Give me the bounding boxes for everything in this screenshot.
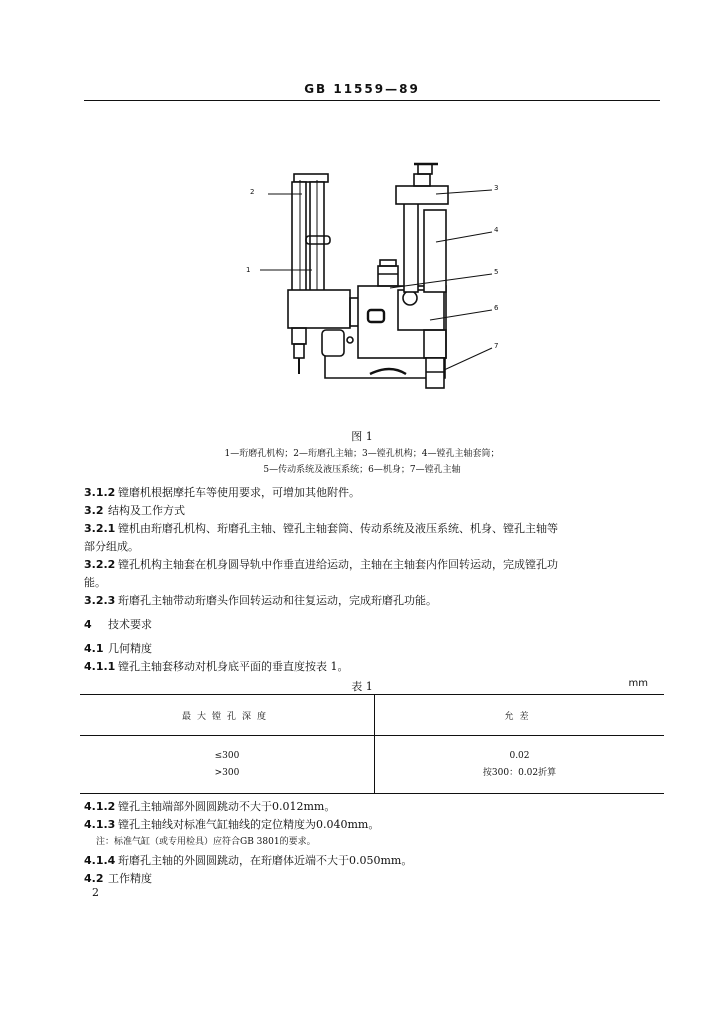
para-3-2-1-text: 镗机由珩磨孔机构、珩磨孔主轴、镗孔主轴套筒、传动系统及液压系统、机身、镗孔主轴等 xyxy=(118,522,558,535)
heading-4-text: 技术要求 xyxy=(108,618,152,631)
para-4-1-1-number: 4.1.1 xyxy=(84,660,116,673)
heading-3-2 xyxy=(84,502,185,518)
table-header-depth: 最大镗孔深度 xyxy=(80,695,375,736)
para-4-1-1 xyxy=(84,658,349,674)
para-3-2-3 xyxy=(84,592,437,608)
page-number: 2 xyxy=(92,886,99,899)
para-4-1-2 xyxy=(84,798,335,814)
para-3-2-2-text: 镗孔机构主轴套在机身圆导轨中作垂直进给运动，主轴在主轴套内作回转运动，完成镗孔功 xyxy=(118,558,558,571)
callout-7: 7 xyxy=(494,342,499,350)
table-header-tolerance: 允差 xyxy=(375,695,665,736)
figure-caption-line2: 5—传动系统及液压系统；6—机身；7—镗孔主轴 xyxy=(263,465,461,475)
para-3-2-2 xyxy=(84,556,558,572)
callout-6: 6 xyxy=(494,304,499,312)
heading-4-1-text: 几何精度 xyxy=(108,642,152,655)
machine-figure xyxy=(230,150,520,412)
header-rule xyxy=(84,100,660,101)
heading-4-2 xyxy=(84,870,152,886)
heading-3-2-number: 3.2 xyxy=(84,504,104,517)
table-cell-tolerance-row1: 0.02 xyxy=(509,751,530,761)
callout-4: 4 xyxy=(494,226,499,234)
para-3-2-2-continued: 能。 xyxy=(84,576,106,589)
para-4-1-3-text: 镗孔主轴线对标准气缸轴线的定位精度为0.040mm。 xyxy=(118,818,380,831)
callout-3: 3 xyxy=(494,184,499,192)
table-cell-depth xyxy=(80,736,375,794)
table-row xyxy=(80,736,664,794)
table-title: 表 1 xyxy=(351,680,373,693)
para-4-1-4-text: 珩磨孔主轴的外圆圆跳动，在珩磨体近端不大于0.050mm。 xyxy=(118,854,413,867)
table-cell-tolerance xyxy=(375,736,665,794)
para-4-1-2-number: 4.1.2 xyxy=(84,800,116,813)
heading-3-2-text: 结构及工作方式 xyxy=(108,504,185,517)
para-3-2-1-number: 3.2.1 xyxy=(84,522,116,535)
heading-4-number: 4 xyxy=(84,618,92,631)
para-3-1-2 xyxy=(84,484,360,500)
note: 注：标准气缸（或专用检具）应符合GB 3801的要求。 xyxy=(96,837,316,847)
header-standard-number: GB 11559—89 xyxy=(304,82,420,96)
para-3-2-1-continued: 部分组成。 xyxy=(84,540,139,553)
heading-4-1 xyxy=(84,640,152,656)
tolerance-table xyxy=(80,694,664,794)
figure-caption-line1: 1—珩磨孔机构；2—珩磨孔主轴；3—镗孔机构；4—镗孔主轴套筒； xyxy=(224,449,500,459)
para-4-1-3-number: 4.1.3 xyxy=(84,818,116,831)
heading-4-2-text: 工作精度 xyxy=(108,872,152,885)
para-3-2-3-number: 3.2.3 xyxy=(84,594,116,607)
para-3-2-3-text: 珩磨孔主轴带动珩磨头作回转运动和往复运动，完成珩磨孔功能。 xyxy=(118,594,437,607)
para-3-1-2-text: 镗磨机根据摩托车等使用要求，可增加其他附件。 xyxy=(118,486,360,499)
para-4-1-3 xyxy=(84,816,379,832)
callout-1: 1 xyxy=(246,266,251,274)
para-3-1-2-number: 3.1.2 xyxy=(84,486,116,499)
callout-2: 2 xyxy=(250,188,255,196)
para-3-2-2-number: 3.2.2 xyxy=(84,558,116,571)
para-4-1-4-number: 4.1.4 xyxy=(84,854,116,867)
heading-4 xyxy=(84,616,152,632)
table-unit: mm xyxy=(628,678,648,689)
heading-4-1-number: 4.1 xyxy=(84,642,104,655)
table-cell-depth-row1: ≤300 xyxy=(214,751,240,761)
para-3-2-1 xyxy=(84,520,558,536)
callout-5: 5 xyxy=(494,268,499,276)
table-cell-depth-row2: >300 xyxy=(214,768,240,778)
table-cell-tolerance-row2: 按300：0.02折算 xyxy=(482,768,557,778)
para-4-1-2-text: 镗孔主轴端部外圆圆跳动不大于0.012mm。 xyxy=(118,800,336,813)
para-4-1-1-text: 镗孔主轴套移动对机身底平面的垂直度按表 1。 xyxy=(118,660,349,673)
para-4-1-4 xyxy=(84,852,412,868)
heading-4-2-number: 4.2 xyxy=(84,872,104,885)
figure-title: 图 1 xyxy=(351,430,373,443)
